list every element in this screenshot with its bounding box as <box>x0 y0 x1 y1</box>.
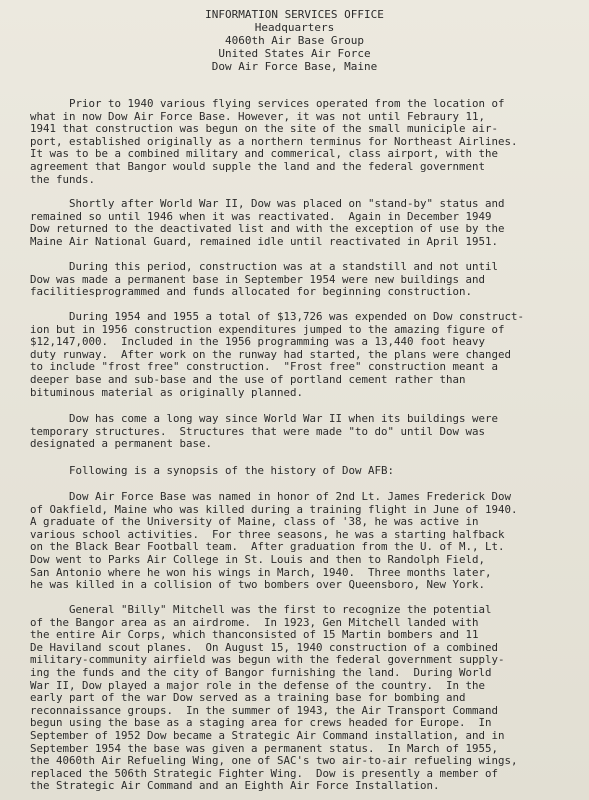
header-line: Headquarters <box>254 21 335 34</box>
text-line: General "Billy" Mitchell was the first to recognize the potential <box>30 603 492 616</box>
text-line: begun using the base as a staging area for crews headed for Europe. In <box>30 716 492 730</box>
header-line: Dow Air Force Base, Maine <box>211 60 378 73</box>
paragraph-expenditures <box>30 311 589 399</box>
text-line: what in now Dow Air Force Base. However, it was not until Febraury 11, <box>30 109 486 123</box>
text-line: ing the funds and the city of Bangor furnishing the land. During World <box>30 665 492 679</box>
text-line: early part of the war Dow served as a training base for bombing and <box>30 691 466 705</box>
text-line: military-community airfield was begun with the federal government supply- <box>30 653 505 667</box>
text-line: temporary structures. Structures that were made "to do" until Dow was <box>30 424 486 438</box>
text-line: Maine Air National Guard, remained idle until reactivated in April 1951. <box>30 234 499 248</box>
text-line: on the Black Bear Football team. After graduation from the U. of M., Lt. <box>30 540 505 554</box>
text-line: 1941 that construction was begun on the site of the small municiple air- <box>30 122 499 136</box>
text-line: duty runway. After work on the runway had started, the plans were changed <box>30 347 512 361</box>
text-line: De Haviland scout planes. On August 15, 1940 construction of a combined <box>30 640 499 654</box>
text-line: September of 1952 Dow became a Strategic Air Command installation, and in <box>30 728 505 742</box>
text-line: he was killed in a collision of two bombers over Queensboro, New York. <box>30 578 486 592</box>
paragraph-origins <box>30 98 589 186</box>
text-line: deeper base and sub-base and the use of portland cement rather than <box>30 372 466 386</box>
text-line: Shortly after World War II, Dow was placed on "stand-by" status and <box>30 197 505 210</box>
text-line: Prior to 1940 various flying services operated from the location of <box>30 97 505 110</box>
text-line: reconnaissance groups. In the summer of 1943, the Air Transport Command <box>30 703 499 717</box>
text-line: San Antonio where he won his wings in March, 1940. Three months later, <box>30 565 492 579</box>
paragraph-standstill <box>30 261 589 299</box>
letterhead <box>0 8 589 73</box>
text-line: A graduate of the University of Maine, class of '38, he was active in <box>30 515 479 529</box>
text-line: port, established originally as a northern terminus for Northeast Airlines. <box>30 134 518 148</box>
text-line: the entire Air Corps, which thanconsisted of 15 Martin bombers and 11 <box>30 628 479 642</box>
text-line: the Strategic Air Command and an Eighth Air Force Installation. <box>30 779 440 793</box>
text-line: Dow returned to the deactivated list and with the exception of use by the <box>30 222 505 236</box>
text-line: agreement that Bangor would supple the land and the federal government <box>30 159 486 173</box>
text-line: Following is a synopsis of the history of Dow AFB: <box>30 464 395 477</box>
text-line: remained so until 1946 when it was reactivated. Again in December 1949 <box>30 209 492 223</box>
text-line: the 4060th Air Refueling Wing, one of SAC's two air-to-air refueling wings, <box>30 754 518 768</box>
text-line: facilitiesprogrammed and funds allocated for beginning construction. <box>30 285 473 299</box>
text-line: of the Bangor area as an airdrome. In 1923, Gen Mitchell landed with <box>30 615 479 629</box>
text-line: War II, Dow played a major role in the defense of the country. In the <box>30 678 486 692</box>
text-line: Dow went to Parks Air College in St. Louis and then to Randolph Field, <box>30 552 486 566</box>
text-line: designated a permanent base. <box>30 437 213 451</box>
text-line: During 1954 and 1955 a total of $13,726 was expended on Dow construct- <box>30 310 525 323</box>
header-line: 4060th Air Base Group <box>224 34 365 47</box>
paragraph-synopsis-intro <box>30 465 589 478</box>
text-line: September 1954 the base was given a permanent status. In March of 1955, <box>30 741 499 755</box>
paragraph-mitchell <box>30 604 589 793</box>
paragraph-named-after-dow <box>30 491 589 592</box>
text-line: Dow Air Force Base was named in honor of 2nd Lt. James Frederick Dow <box>30 490 512 503</box>
paragraph-standby <box>30 198 589 248</box>
text-line: $12,147,000. Included in the 1956 programming was a 13,440 foot heavy <box>30 335 486 349</box>
text-line: Dow was made a permanent base in September 1954 were new buildings and <box>30 272 486 286</box>
header-line: United States Air Force <box>218 47 371 60</box>
text-line: to include "frost free" construction. "Frost free" construction meant a <box>30 360 499 374</box>
text-line: of Oakfield, Maine who was killed during a training flight in June of 1940. <box>30 502 518 516</box>
text-line: replaced the 506th Strategic Fighter Wing. Dow is presently a member of <box>30 766 499 780</box>
paragraph-long-way <box>30 413 589 451</box>
text-line: bituminous material as originally planned. <box>30 385 304 399</box>
header-line: INFORMATION SERVICES OFFICE <box>205 8 384 21</box>
text-line: During this period, construction was at a standstill and not until <box>30 260 499 273</box>
text-line: various school activities. For three seasons, he was a starting halfback <box>30 527 505 541</box>
text-line: Dow has come a long way since World War II when its buildings were <box>30 412 499 425</box>
text-line: ion but in 1956 construction expenditures jumped to the amazing figure of <box>30 322 505 336</box>
text-line: It was to be a combined military and commerical, class airport, with the <box>30 147 499 161</box>
text-line: the funds. <box>30 172 96 186</box>
